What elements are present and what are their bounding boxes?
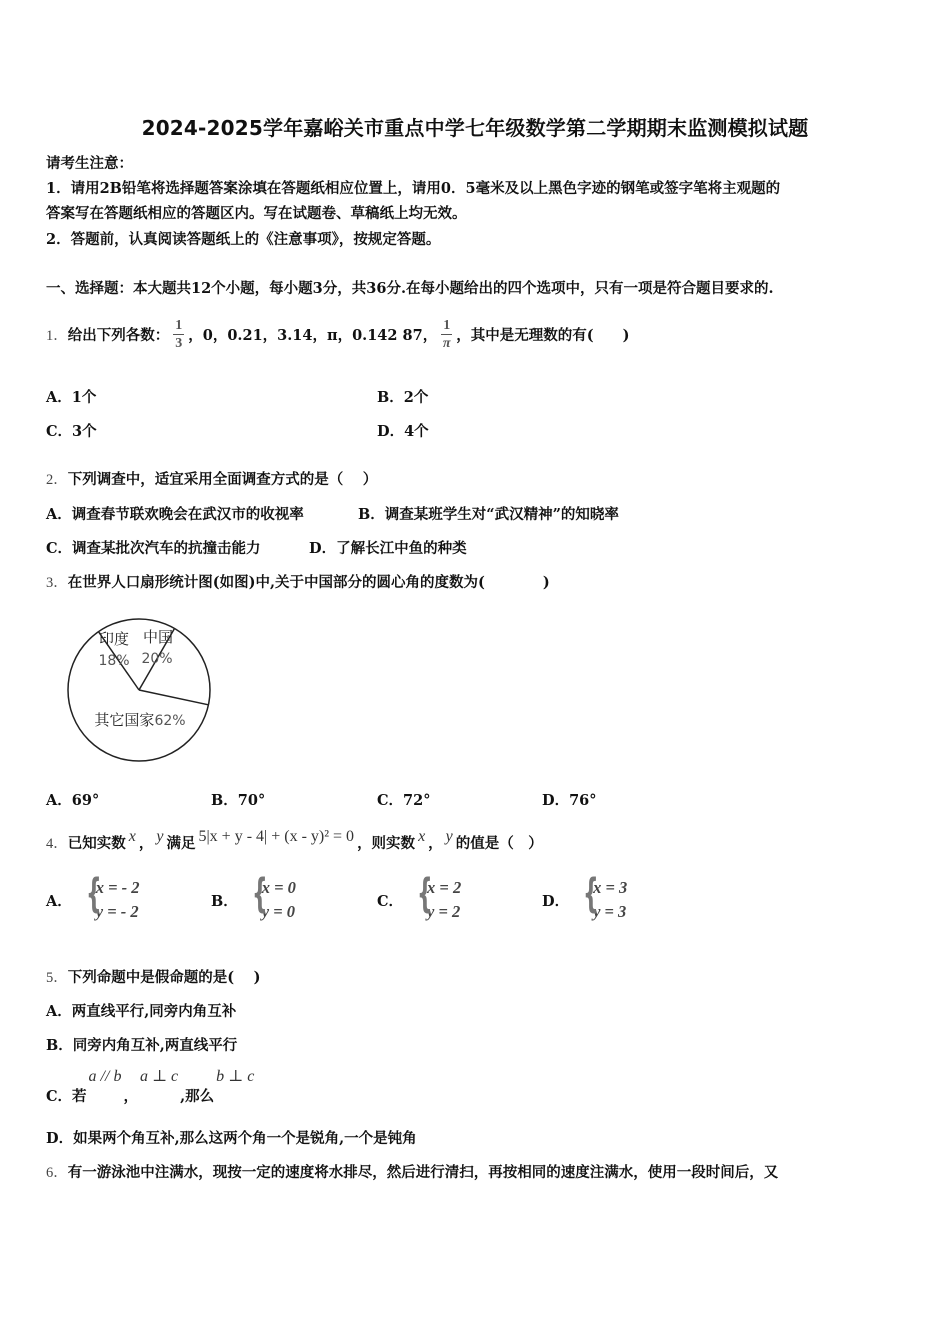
question-3 <box>46 571 550 592</box>
option-label: B． <box>211 892 238 910</box>
notice-line-2: 2．答题前，认真阅读答题纸上的《注意事项》，按规定答题。 <box>46 231 441 248</box>
option-d <box>542 871 628 924</box>
question-number: 6． <box>46 1165 68 1181</box>
slice-value-india: 18% <box>98 653 130 669</box>
question-text: 下列调查中，适宜采用全面调查方式的是（ ） <box>67 471 378 488</box>
page-title: 2024-2025学年嘉峪关市重点中学七年级数学第二学期期末监测模拟试题 <box>141 116 809 140</box>
question-text: ，0，0.21，3.14，π，0.142 87， <box>188 326 438 344</box>
question-text: 满足 <box>166 834 196 852</box>
option-c <box>377 871 462 924</box>
slice-label-india: 印度 <box>98 630 130 648</box>
fraction-one-over-pi <box>441 317 452 352</box>
equation-row: x = 2 <box>427 878 462 897</box>
slice-label-others <box>94 711 185 729</box>
option-label: C． <box>377 892 404 910</box>
fraction-one-third <box>173 317 184 352</box>
math-perpendicular: a ⊥ c <box>139 1068 179 1085</box>
question-text: 的值是（ ） <box>455 834 543 852</box>
equation-row: x = 0 <box>261 878 296 897</box>
question-text: ，则实数 <box>357 834 416 852</box>
option-label: A． <box>46 792 72 809</box>
option-text: 4个 <box>404 423 429 440</box>
question-text: ，其中是无理数的有( ) <box>456 326 630 344</box>
option-text: 70° <box>237 792 266 809</box>
option-d <box>377 420 429 441</box>
brace-icon: { <box>85 871 102 917</box>
question-1 <box>46 304 629 364</box>
equation-row: x = 3 <box>593 878 628 897</box>
math-equation: 5|x + y - 4| + (x - y)² = 0 <box>198 828 355 845</box>
option-d <box>542 789 597 810</box>
slice-value-china: 20% <box>141 651 173 667</box>
option-label: B． <box>377 389 404 406</box>
population-pie-chart <box>62 610 218 766</box>
option-text: ， <box>123 1088 138 1105</box>
numerator: 1 <box>175 317 183 333</box>
option-label: B． <box>211 792 238 809</box>
math-x: x <box>128 828 136 845</box>
equation-row: y = 2 <box>427 902 461 921</box>
notice-heading: 请考生注意： <box>46 155 133 172</box>
option-d: D．了解长江中鱼的种类 <box>309 540 467 557</box>
option-a <box>46 789 99 810</box>
brace-icon: { <box>251 871 268 917</box>
option-label: C． <box>377 792 404 809</box>
question-number: 3． <box>46 575 68 591</box>
equation-system <box>85 871 140 924</box>
section-1-heading: 一、选择题：本大题共12个小题，每小题3分，共36分.在每小题给出的四个选项中，只有一项是符合题目要求的. <box>46 280 774 297</box>
question-number: 5． <box>46 970 68 986</box>
question-text: 在世界人口扇形统计图(如图)中,关于中国部分的圆心角的度数为( ) <box>67 574 550 591</box>
equation-system <box>583 871 628 924</box>
option-text: 72° <box>403 792 431 809</box>
math-x: x <box>418 828 426 845</box>
option-text: 69° <box>71 792 100 809</box>
question-number: 1． <box>46 327 68 344</box>
equation-system <box>417 871 462 924</box>
notice-line-1a: 1．请用2B铅笔将选择题答案涂填在答题纸相应位置上，请用0．5毫米及以上黑色字迹的钢笔或签字笔将主观题的 <box>46 180 781 197</box>
numerator: 1 <box>443 317 451 333</box>
option-a: A．两直线平行,同旁内角互补 <box>46 1003 237 1020</box>
option-text: 3个 <box>72 423 97 440</box>
option-label: D． <box>542 892 570 910</box>
denominator: 3 <box>175 335 183 351</box>
question-6 <box>46 1161 778 1182</box>
option-text: 76° <box>569 792 597 809</box>
option-d: D．如果两个角互补,那么这两个角一个是锐角,一个是钝角 <box>46 1130 417 1147</box>
question-text: ， <box>138 834 154 852</box>
slice-value-others: 62% <box>154 713 186 729</box>
question-2 <box>46 468 377 489</box>
option-a: A．调查春节联欢晚会在武汉市的收视率 <box>46 506 304 523</box>
brace-icon: { <box>583 871 599 917</box>
option-b: B．调查某班学生对“武汉精神”的知晓率 <box>358 506 619 523</box>
math-y: y <box>156 828 164 845</box>
equation-row: y = 3 <box>593 902 627 921</box>
option-b: B．同旁内角互补,两直线平行 <box>46 1037 238 1054</box>
brace-icon: { <box>417 871 433 917</box>
option-c <box>46 1066 256 1106</box>
question-5 <box>46 966 261 987</box>
option-a <box>46 386 96 407</box>
option-c <box>46 420 97 441</box>
math-parallel: a // b <box>88 1068 122 1085</box>
question-text: 给出下列各数： <box>67 326 170 344</box>
question-text: 有一游泳池中注满水，现按一定的速度将水排尽，然后进行清扫，再按相同的速度注满水，使用一段时间后，又 <box>67 1164 779 1181</box>
slice-label-others-name: 其它国家 <box>94 711 155 729</box>
option-label: D． <box>542 792 570 809</box>
question-4 <box>46 822 543 862</box>
notice-line-1b: 答案写在答题纸相应的答题区内。写在试题卷、草稿纸上均无效。 <box>46 205 467 222</box>
option-label: C． <box>46 423 73 440</box>
question-number: 4． <box>46 835 68 852</box>
option-text: 2个 <box>403 389 429 406</box>
option-label: C．若 <box>46 1088 87 1105</box>
denominator: π <box>442 335 451 351</box>
option-label: A． <box>46 892 72 910</box>
option-b <box>211 789 265 810</box>
math-perpendicular: b ⊥ c <box>216 1068 255 1085</box>
option-b <box>211 871 296 924</box>
option-b <box>377 386 428 407</box>
math-y: y <box>445 828 453 845</box>
option-label: D． <box>377 423 405 440</box>
equation-row: x = - 2 <box>95 878 140 897</box>
option-c <box>377 789 430 810</box>
question-text: 已知实数 <box>67 834 126 852</box>
question-text: ， <box>428 834 443 852</box>
option-a <box>46 871 140 924</box>
question-text: 下列命题中是假命题的是( ) <box>67 969 261 986</box>
option-c: C．调查某批次汽车的抗撞击能力 <box>46 540 261 557</box>
option-text: 1个 <box>71 389 97 406</box>
option-label: A． <box>46 389 72 406</box>
equation-row: y = - 2 <box>95 902 139 921</box>
option-text: ,那么 <box>180 1088 215 1105</box>
equation-row: y = 0 <box>261 902 295 921</box>
equation-system <box>251 871 296 924</box>
pie-radius-china-right <box>139 690 208 705</box>
slice-label-china: 中国 <box>142 628 174 646</box>
question-number: 2． <box>46 472 68 488</box>
